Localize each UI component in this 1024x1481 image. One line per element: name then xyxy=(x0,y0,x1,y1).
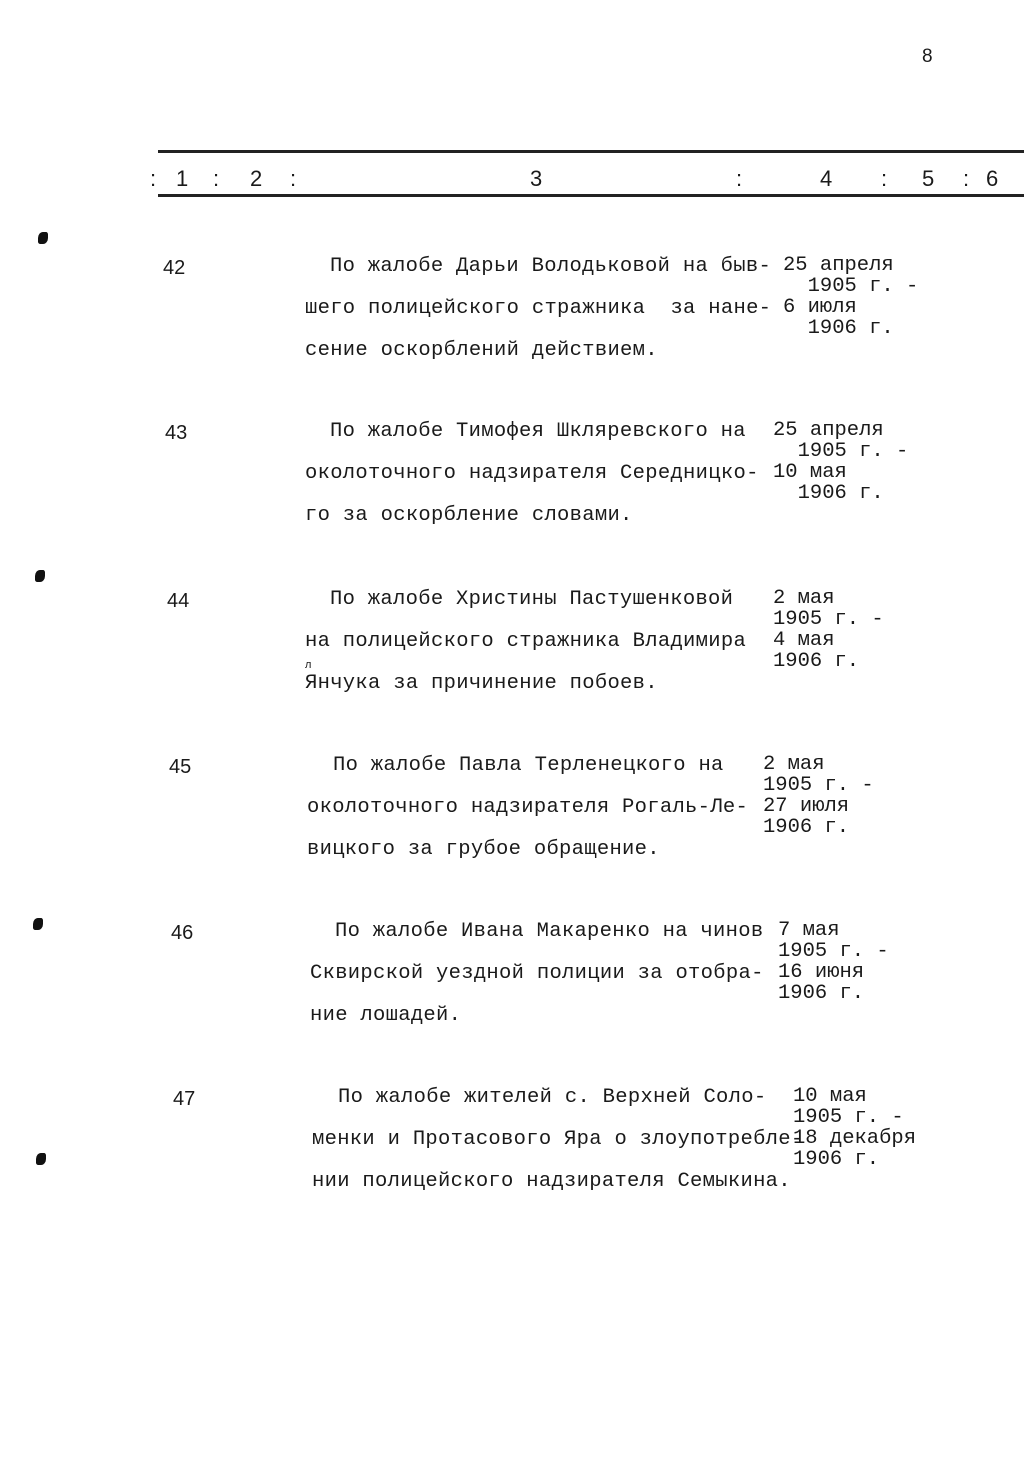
entry-number: 46 xyxy=(171,922,194,944)
entry-date-line: 1905 г. - xyxy=(778,940,889,963)
entry-text-line: По жалобе Тимофея Шкляревского на xyxy=(330,420,746,443)
punch-mark xyxy=(38,232,48,244)
entry-date-line: 6 июля xyxy=(783,296,857,319)
entry-text-line: Сквирской уездной полиции за отобра- xyxy=(310,962,764,985)
column-separator: : xyxy=(150,166,157,191)
entry-date-line: 1905 г. - xyxy=(773,608,884,631)
entry-date-line: 1905 г. - xyxy=(763,774,874,797)
entry-text-line: околоточного надзирателя Рогаль-Ле- xyxy=(307,796,749,819)
column-separator: : xyxy=(213,166,220,191)
entry-text-line: околоточного надзирателя Середницко- xyxy=(305,462,759,485)
entry-date-line: 1906 г. xyxy=(793,1148,880,1171)
entry-date-line: 10 мая xyxy=(793,1085,867,1108)
column-separator: : xyxy=(963,166,970,191)
column-header-2: 2 xyxy=(250,166,263,191)
column-header-5: 5 xyxy=(922,166,935,191)
entry-text-line: шего полицейского стражника за нане- xyxy=(305,297,772,320)
entry-number: 47 xyxy=(173,1088,196,1110)
table-header-top-rule xyxy=(158,150,1024,153)
entry-row xyxy=(0,255,1024,395)
column-separator: : xyxy=(736,166,743,191)
column-header-4: 4 xyxy=(820,166,833,191)
entry-row xyxy=(0,1086,1024,1226)
entry-text-line: на полицейского стражника Владимира xyxy=(305,630,747,653)
entry-date-line: 1906 г. xyxy=(783,317,894,340)
entry-row xyxy=(0,920,1024,1060)
entry-number: 44 xyxy=(167,590,190,612)
column-header-3: 3 xyxy=(530,166,543,191)
entry-text-line: ние лошадей. xyxy=(310,1004,462,1027)
handwritten-correction: л xyxy=(305,660,312,672)
entry-row xyxy=(0,420,1024,560)
entry-text-line: По жалобе Христины Пастушенковой xyxy=(330,588,734,611)
entry-text-line: По жалобе жителей с. Верхней Соло- xyxy=(338,1086,767,1109)
column-separator: : xyxy=(290,166,297,191)
entry-date-line: 1905 г. - xyxy=(793,1106,904,1129)
entry-date-line: 16 июня xyxy=(778,961,865,984)
punch-mark xyxy=(35,570,45,582)
entry-date-line: 1906 г. xyxy=(773,482,884,505)
entry-date-line: 27 июля xyxy=(763,795,850,818)
entry-number: 42 xyxy=(163,257,186,279)
entry-text-line: сение оскорблений действием. xyxy=(305,339,658,362)
entry-date-line: 2 мая xyxy=(773,587,835,610)
entry-number: 43 xyxy=(165,422,188,444)
column-separator: : xyxy=(881,166,888,191)
entry-date-line: 1905 г. - xyxy=(773,440,909,463)
entry-date-line: 1906 г. xyxy=(773,650,860,673)
entry-date-line: 1906 г. xyxy=(778,982,865,1005)
column-header-6: 6 xyxy=(986,166,999,191)
entry-number: 45 xyxy=(169,756,192,778)
entry-date-line: 1906 г. xyxy=(763,816,850,839)
page-number: 8 xyxy=(922,46,933,67)
entry-date-line: 2 мая xyxy=(763,753,825,776)
entry-date-line: 25 апреля xyxy=(783,254,894,277)
entry-date-line: 18 декабря xyxy=(793,1127,917,1150)
column-header-1: 1 xyxy=(176,166,189,191)
entry-date-line: 7 мая xyxy=(778,919,840,942)
entry-date-line: 25 апреля xyxy=(773,419,884,442)
entry-date-line: 1905 г. - xyxy=(783,275,919,298)
entry-text-line: Янчука за причинение побоев. xyxy=(305,672,658,695)
entry-text-line: го за оскорбление словами. xyxy=(305,504,633,527)
entry-text-line: вицкого за грубое обращение. xyxy=(307,838,660,861)
entry-text-line: По жалобе Павла Терленецкого на xyxy=(333,754,724,777)
entry-date-line: 4 мая xyxy=(773,629,835,652)
table-header-bottom-rule xyxy=(158,194,1024,197)
entry-text-line: По жалобе Ивана Макаренко на чинов xyxy=(335,920,764,943)
entry-text-line: нии полицейского надзирателя Семыкина. xyxy=(312,1170,791,1193)
entry-text-line: менки и Протасового Яра о злоупотребле- xyxy=(312,1128,804,1151)
entry-row xyxy=(0,754,1024,894)
entry-row xyxy=(0,588,1024,728)
entry-text-line: По жалобе Дарьи Володьковой на быв- xyxy=(330,255,772,278)
entry-date-line: 10 мая xyxy=(773,461,847,484)
